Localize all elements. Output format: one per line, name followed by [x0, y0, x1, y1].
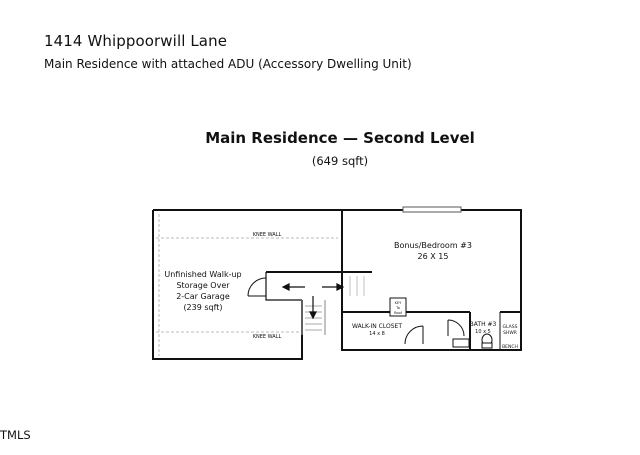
roof-key-label-3: Roof	[394, 311, 402, 315]
storage-room-label-1: Unfinished Walk-up	[164, 270, 242, 279]
storage-room-label-3: 2-Car Garage	[176, 292, 230, 301]
closet-dims: 14 x 8	[369, 331, 385, 337]
property-subtitle: Main Residence with attached ADU (Accessory Dwelling Unit)	[44, 57, 412, 71]
roof-key-label-2: To	[396, 306, 400, 310]
stair-arrows	[283, 284, 343, 318]
window	[403, 207, 461, 212]
bath-name: BATH #3	[469, 321, 497, 328]
mls-source-label: TMLS	[0, 428, 31, 442]
storage-room-label-4: (239 sqft)	[183, 303, 223, 312]
knee-wall-label-bottom: KNEE WALL	[252, 334, 282, 340]
bonus-room-name: Bonus/Bedroom #3	[394, 241, 472, 250]
floor-plan-title: Main Residence — Second Level	[205, 129, 475, 147]
roof-key-label-1: KEY	[394, 301, 402, 305]
bonus-room-dims: 26 X 15	[417, 252, 449, 261]
closet-name: WALK-IN CLOSET	[352, 323, 402, 330]
bath-dims: 10 x 5	[475, 329, 491, 335]
floor-plan-area: (649 sqft)	[311, 154, 369, 168]
knee-wall-label-top: KNEE WALL	[252, 232, 282, 238]
bench-label: BENCH	[502, 345, 518, 350]
closet-door	[405, 326, 423, 344]
glass-shower-label-1: GLASS	[502, 325, 518, 330]
storage-room-label-2: Storage Over	[176, 281, 230, 290]
storage-door	[248, 278, 266, 296]
bath-door	[448, 320, 464, 336]
bath-fixtures	[453, 334, 492, 348]
glass-shower-label-2: SHWR	[503, 331, 517, 336]
property-address: 1414 Whippoorwill Lane	[44, 32, 228, 50]
